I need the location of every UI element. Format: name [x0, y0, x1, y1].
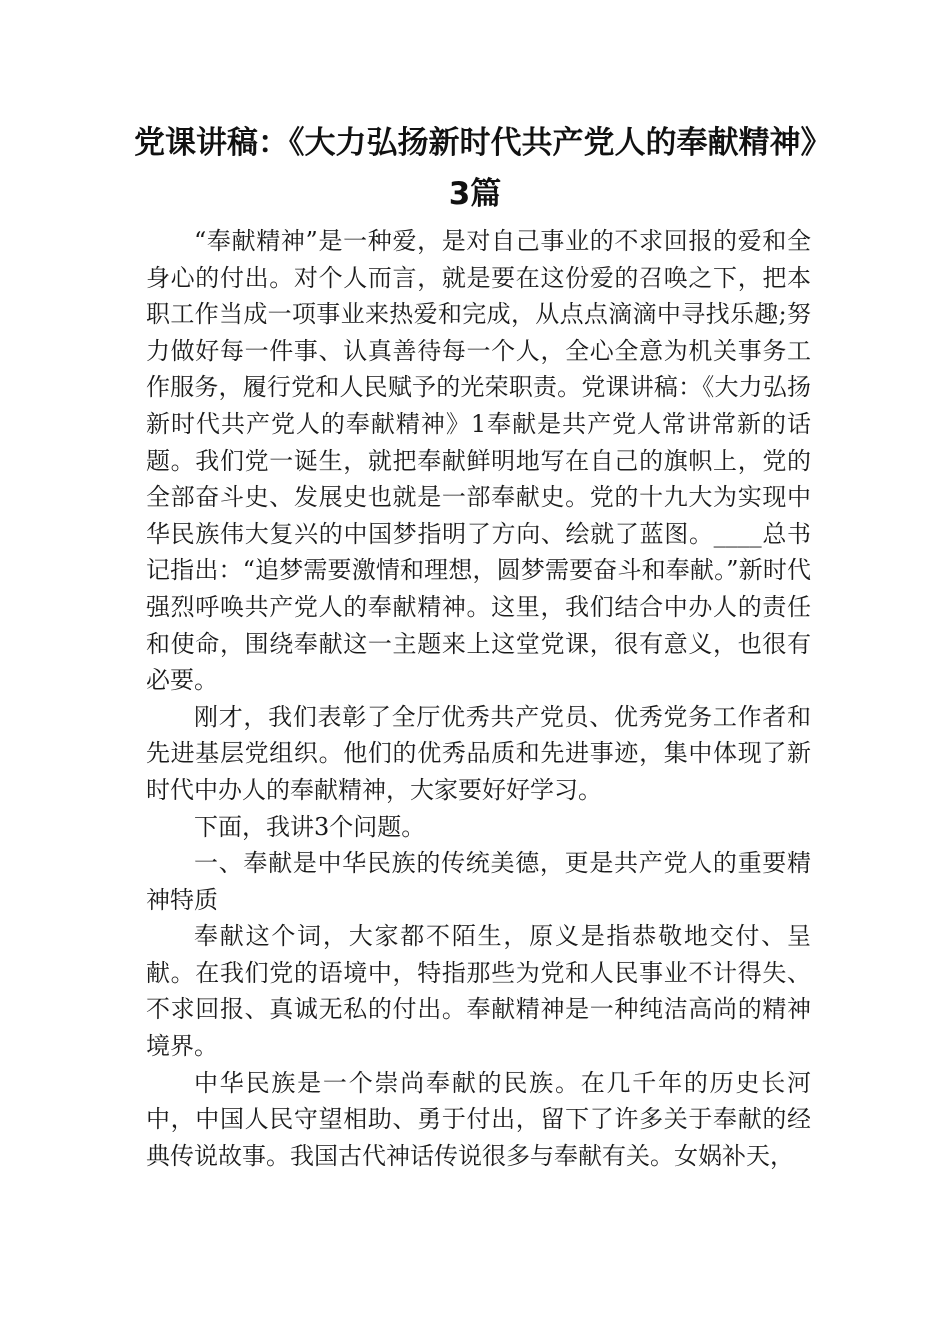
document-title: 党课讲稿：《大力弘扬新时代共产党人的奉献精神》3篇 [134, 125, 816, 212]
paragraph: 下面，我讲3个问题。 [194, 812, 426, 841]
paragraph: “奉献精神”是一种爱，是对自己事业的不求回报的爱和全身心的付出。对个人而言，就是要在这份爱的召唤之下，把本职工作当成一项事业来热爱和完成，从点点滴滴中寻找乐趣;努力做好每一件事、认真善待每一个人，全心全意为机关事务工作服务，履行党和人民赋予的光荣职责。党课讲稿：《大力弘扬新时代共产党人的奉献精神》1奉献是共产党人常讲常新的话题。我们党一诞生，就把奉献鲜明地写在自己的旗帜上，党的全部奋斗史、发展史也就是一部奉献史。党的十九大为实现中华民族伟大复兴的中国梦指明了方向、绘就了蓝图。____总书记指出：“追梦需要激情和理想，圆梦需要奋斗和奉献。”新时代强烈呼唤共产党人的奉献精神。这里，我们结合中办人的责任和使命，围绕奉献这一主题来上这堂党课，很有意义，也很有必要。 [146, 227, 811, 695]
document-body [146, 223, 811, 1174]
section-heading: 一、奉献是中华民族的传统美德，更是共产党人的重要精神特质 [146, 849, 811, 914]
paragraph: 刚才，我们表彰了全厅优秀共产党员、优秀党务工作者和先进基层党组织。他们的优秀品质和先进事迹，集中体现了新时代中办人的奉献精神，大家要好好学习。 [146, 702, 811, 804]
paragraph: 中华民族是一个崇尚奉献的民族。在几千年的历史长河中，中国人民守望相助、勇于付出，留下了许多关于奉献的经典传说故事。我国古代神话传说很多与奉献有关。女娲补天， [146, 1068, 811, 1170]
paragraph: 奉献这个词，大家都不陌生，原义是指恭敬地交付、呈献。在我们党的语境中，特指那些为党和人民事业不计得失、不求回报、真诚无私的付出。奉献精神是一种纯洁高尚的精神境界。 [146, 922, 811, 1061]
